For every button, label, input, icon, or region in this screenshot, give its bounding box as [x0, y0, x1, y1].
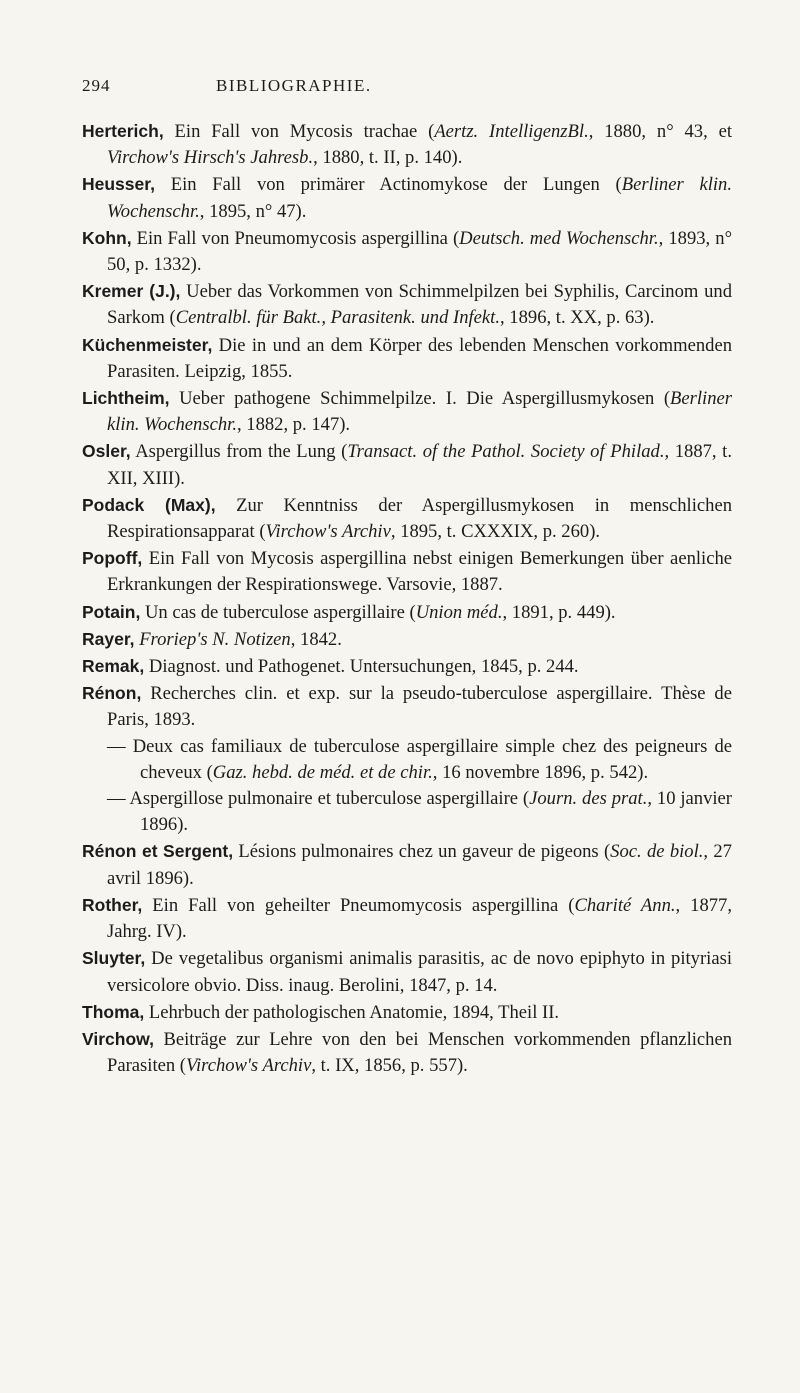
- entry-text: , 1842.: [290, 628, 342, 650]
- bibliography-entry: [82, 545, 732, 598]
- entry-author: Potain,: [82, 601, 141, 622]
- entry-source-title: Journ. des prat.: [529, 788, 648, 810]
- entry-author: Rénon et Sergent,: [82, 841, 234, 862]
- ditto-dash: —: [107, 735, 126, 757]
- entry-author: Rother,: [82, 894, 143, 915]
- entry-author: Rayer,: [82, 628, 135, 649]
- page-header: [82, 76, 732, 112]
- entry-text: Un cas de tuberculose aspergillaire (: [140, 601, 416, 623]
- bibliography-entry: [82, 680, 732, 733]
- bibliography-entry: [82, 385, 732, 438]
- entry-text: Ein Fall von Mycosis aspergillina nebst einigen Bemerkungen über aenliche Erkrankungen der Respirationswege. Varsovie, 1887.: [107, 548, 732, 596]
- entry-text: , 1893, n° 50, p. 1332).: [107, 227, 733, 276]
- entry-text: Die in und an dem Körper des lebenden Menschen vorkommenden Parasiten. Leipzig, 1855.: [107, 334, 732, 382]
- bibliography-entry: [82, 492, 732, 545]
- entry-author: Rénon,: [82, 683, 142, 704]
- entry-source-title: Berliner klin. Wochenschr.: [107, 388, 732, 436]
- entry-text: Ein Fall von geheilter Pneumomycosis aspergillina (: [142, 894, 575, 916]
- bibliography-entry: [82, 438, 732, 491]
- entry-text: Ein Fall von Pneumomycosis aspergillina (: [131, 227, 460, 249]
- entry-author: Herterich,: [82, 121, 164, 141]
- bibliography-entry: [82, 734, 732, 786]
- entry-text: Deux cas familiaux de tuberculose aspergillaire simple chez des peigneurs de cheveux (: [125, 735, 732, 783]
- bibliography-entry: [82, 838, 732, 891]
- entry-text: , 1895, n° 47).: [199, 200, 307, 222]
- entry-source-title: Centralbl. für Bakt., Parasitenk. und Infekt.: [175, 307, 500, 329]
- entry-text: , 27 avril 1896).: [107, 841, 732, 889]
- page-number: 294: [82, 76, 111, 95]
- entry-text: Ein Fall von Mycosis trachae (: [163, 121, 435, 142]
- entry-text: , 16 novembre 1896, p. 542).: [432, 761, 649, 783]
- entry-text: Ueber pathogene Schimmelpilze. I. Die Aspergillusmykosen (: [169, 388, 671, 410]
- entry-text: , 1891, p. 449).: [502, 601, 616, 623]
- entry-source-title: Virchow's Hirsch's Jahresb.: [107, 147, 314, 169]
- entry-source-title: Virchow's Archiv: [265, 521, 391, 543]
- entry-text: , 1880, n° 43, et: [588, 121, 732, 142]
- bibliography-entry: [82, 626, 732, 653]
- entry-author: Heusser,: [82, 174, 155, 195]
- entry-source-title: Deutsch. med Wochenschr.: [459, 227, 659, 249]
- entry-source-title: Berliner klin. Wochenschr.: [107, 174, 732, 222]
- entry-source-title: Aertz. IntelligenzBl.: [434, 121, 589, 142]
- entry-author: Kremer (J.),: [82, 281, 181, 302]
- entry-text: Aspergillus from the Lung (: [130, 441, 348, 463]
- entry-source-title: Charité Ann.: [574, 894, 676, 916]
- running-title: BIBLIOGRAPHIE.: [216, 76, 372, 95]
- entry-text: , 1887, t. XII, XIII).: [107, 441, 732, 489]
- bibliography-entry: [82, 225, 732, 278]
- entry-text: Beiträge zur Lehre von den bei Menschen vorkommenden pflanzlichen Parasiten (: [107, 1028, 732, 1077]
- entry-author: Osler,: [82, 441, 131, 462]
- bibliography-entry: [82, 278, 732, 331]
- entry-author: Thoma,: [82, 1001, 145, 1022]
- entry-text: Ein Fall von primärer Actinomykose der Lungen (: [154, 174, 622, 196]
- entry-source-title: Froriep's N. Notizen: [139, 628, 291, 650]
- entry-source-title: Soc. de biol.: [610, 841, 704, 863]
- entry-text: Lésions pulmonaires chez un gaveur de pigeons (: [233, 841, 611, 863]
- entry-text: Aspergillose pulmonaire et tuberculose aspergillaire (: [125, 788, 530, 810]
- entry-text: , t. IX, 1856, p. 557).: [311, 1055, 468, 1077]
- entry-text: Zur Kenntniss der Aspergillusmykosen in menschlichen Respirationsapparat (: [107, 494, 732, 543]
- entry-text: , 1882, p. 147).: [236, 414, 351, 436]
- entry-text: , 1880, t. II, p. 140).: [313, 147, 463, 169]
- bibliography-entry: [82, 653, 732, 680]
- ditto-dash: —: [107, 788, 126, 810]
- bibliography-entry: [82, 118, 732, 171]
- entry-author: Popoff,: [82, 548, 143, 569]
- bibliography-entry: [82, 999, 732, 1026]
- entry-source-title: Gaz. hebd. de méd. et de chir.: [212, 761, 433, 783]
- entry-text: Diagnost. und Pathogenet. Untersuchungen, 1845, p. 244.: [144, 656, 579, 678]
- bibliography-entry: [82, 171, 732, 224]
- entry-source-title: Virchow's Archiv: [186, 1055, 312, 1077]
- entry-text: De vegetalibus organismi animalis parasitis, ac de novo epiphyto in pityriasi versicolore obvio. Diss. inaug. Berolini, 1847, p. 14.: [107, 948, 732, 996]
- entry-source-title: Transact. of the Pathol. Society of Philad.: [347, 441, 665, 463]
- entry-text: , 1895, t. CXXXIX, p. 260).: [390, 521, 601, 543]
- entry-text: , 1877, Jahrg. IV).: [107, 894, 732, 943]
- bibliography-entry: [82, 945, 732, 998]
- book-page: [82, 76, 732, 1079]
- entry-text: Recherches clin. et exp. sur la pseudo-tuberculose aspergillaire. Thèse de Paris, 1893.: [107, 683, 732, 731]
- entry-text: , 10 janvier 1896).: [140, 788, 733, 836]
- entry-author: Remak,: [82, 656, 145, 677]
- entry-text: , 1896, t. XX, p. 63).: [500, 307, 655, 329]
- bibliography-list: [82, 118, 732, 1079]
- entry-author: Küchenmeister,: [82, 334, 213, 355]
- entry-text: Lehrbuch der pathologischen Anatomie, 1894, Theil II.: [144, 1001, 560, 1023]
- bibliography-entry: [82, 786, 732, 838]
- bibliography-entry: [82, 1026, 732, 1079]
- entry-text: Ueber das Vorkommen von Schimmelpilzen bei Syphilis, Carcinom und Sarkom (: [107, 281, 733, 329]
- entry-author: Sluyter,: [82, 948, 146, 969]
- entry-author: Podack (Max),: [82, 494, 216, 515]
- entry-author: Lichtheim,: [82, 388, 170, 409]
- bibliography-entry: [82, 332, 732, 385]
- entry-source-title: Union méd.: [415, 601, 503, 623]
- entry-author: Virchow,: [82, 1028, 154, 1049]
- bibliography-entry: [82, 599, 732, 626]
- entry-author: Kohn,: [82, 227, 132, 248]
- bibliography-entry: [82, 892, 732, 945]
